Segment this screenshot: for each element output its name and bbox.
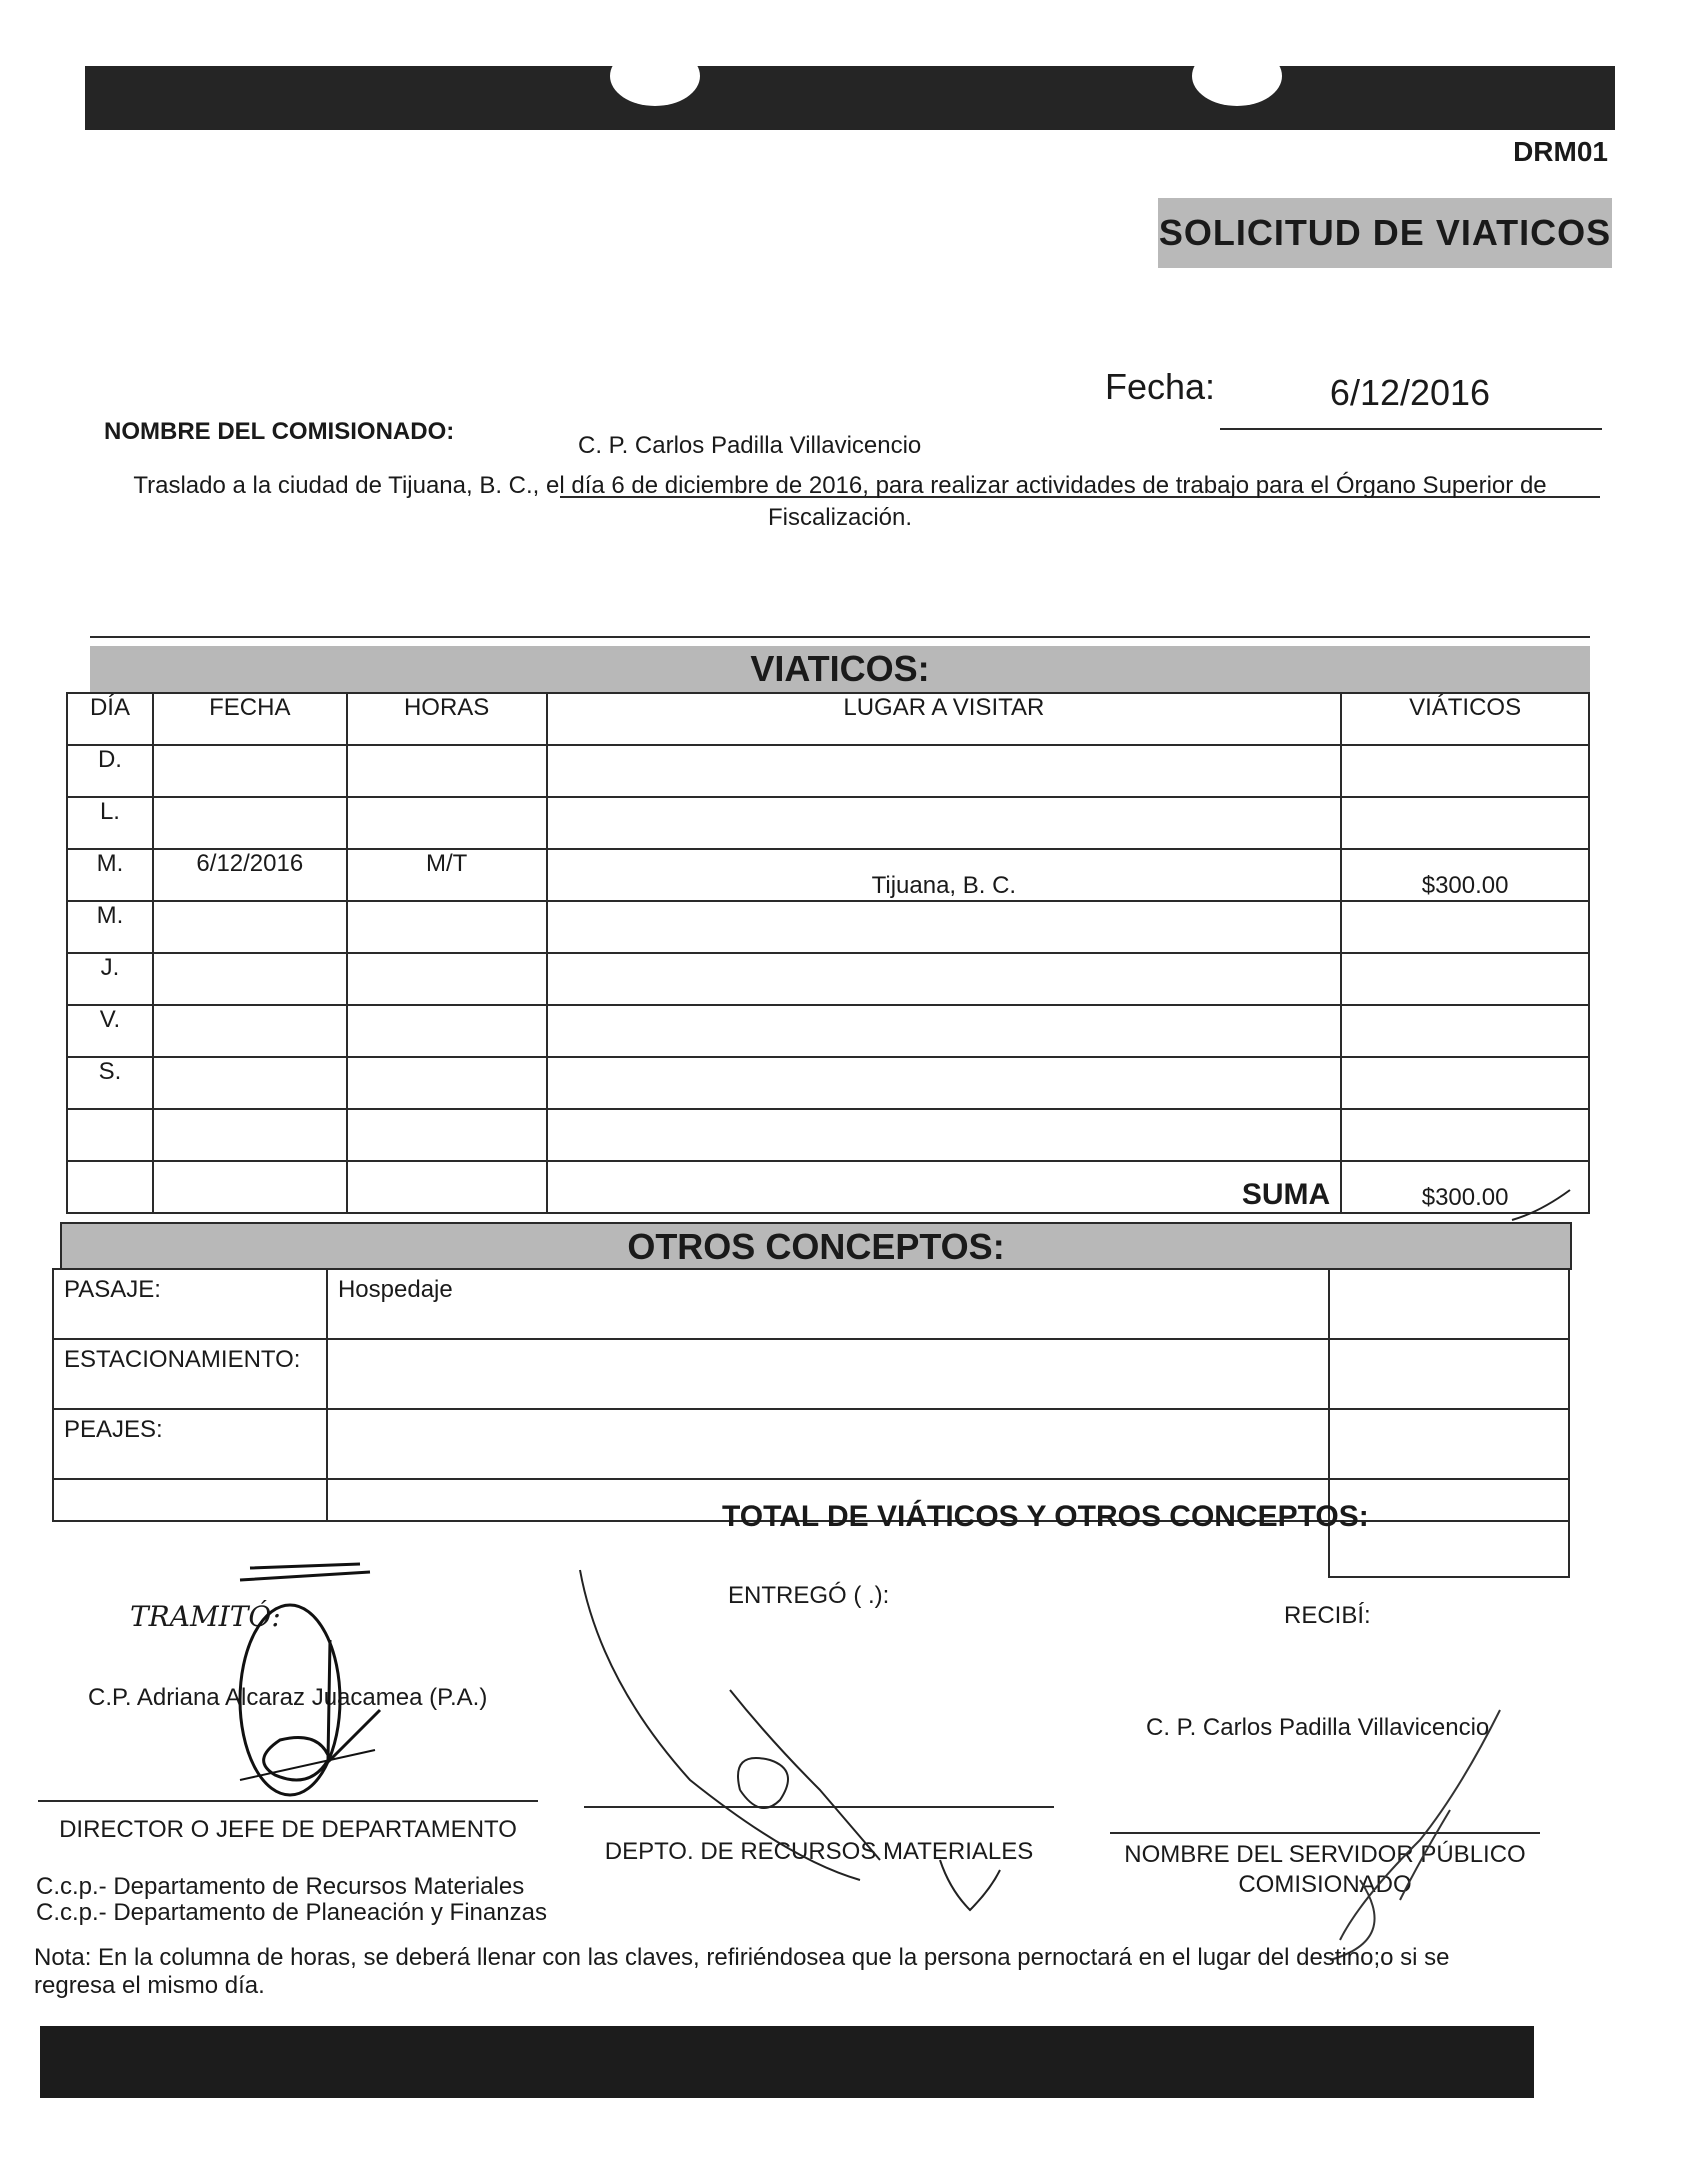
- comisionado-signer-name: C. P. Carlos Padilla Villavicencio: [1146, 1714, 1490, 1741]
- recibi-label: RECIBÍ:: [1284, 1602, 1371, 1629]
- fecha-cell: [153, 745, 347, 797]
- fecha-underline: [1220, 428, 1602, 430]
- viaticos-cell: $300.00: [1341, 849, 1589, 901]
- director-name: C.P. Adriana Alcaraz Juacamea (P.A.): [88, 1684, 488, 1711]
- comisionado-caption-line1: NOMBRE DEL SERVIDOR PÚBLICO: [1124, 1841, 1526, 1868]
- dia-cell: M.: [67, 901, 153, 953]
- ccp-item: C.c.p.- Departamento de Planeación y Finanzas: [36, 1899, 547, 1926]
- table-row: [67, 1005, 1589, 1057]
- viaticos-header-row: [67, 693, 1589, 745]
- fecha-label: Fecha:: [1105, 366, 1216, 407]
- estacionamiento-label: ESTACIONAMIENTO:: [53, 1339, 327, 1409]
- document-title: SOLICITUD DE VIATICOS: [1158, 198, 1612, 268]
- comisionado-signature: [1300, 1700, 1520, 1970]
- top-black-bar: [85, 66, 1615, 130]
- fecha-value: 6/12/2016: [1329, 372, 1491, 413]
- dia-cell: S.: [67, 1057, 153, 1109]
- horas-cell: [347, 1109, 547, 1161]
- viaticos-cell: [1341, 1005, 1589, 1057]
- header-lugar: LUGAR A VISITAR: [547, 693, 1342, 745]
- total-label: TOTAL DE VIÁTICOS Y OTROS CONCEPTOS:: [722, 1500, 1369, 1533]
- fecha-cell: [153, 1109, 347, 1161]
- fecha-cell: [153, 1057, 347, 1109]
- fecha-cell: 6/12/2016: [153, 849, 347, 901]
- table-row: [67, 953, 1589, 1005]
- entrego-label: ENTREGÓ ( .):: [728, 1582, 890, 1609]
- fecha-cell: [153, 1005, 347, 1057]
- table-row: [53, 1409, 1569, 1479]
- suma-spacer: [153, 1161, 347, 1213]
- peajes-value: [327, 1409, 1329, 1479]
- viaticos-cell: [1341, 1109, 1589, 1161]
- horas-cell: [347, 901, 547, 953]
- dia-cell: M.: [67, 849, 153, 901]
- lugar-cell: [547, 745, 1342, 797]
- table-row: [67, 745, 1589, 797]
- dia-cell: V.: [67, 1005, 153, 1057]
- document-code: DRM01: [1513, 136, 1608, 167]
- punch-hole-right: [1192, 46, 1282, 106]
- depto-caption: DEPTO. DE RECURSOS MATERIALES: [604, 1838, 1034, 1865]
- dia-cell: J.: [67, 953, 153, 1005]
- dia-cell: D.: [67, 745, 153, 797]
- lugar-cell: [547, 1057, 1342, 1109]
- viaticos-cell: [1341, 1057, 1589, 1109]
- table-row: [67, 1109, 1589, 1161]
- horas-cell: [347, 1057, 547, 1109]
- horas-cell: M/T: [347, 849, 547, 901]
- viaticos-table: [66, 692, 1590, 1214]
- pasaje-value: Hospedaje: [327, 1269, 1329, 1339]
- trip-description: Traslado a la ciudad de Tijuana, B. C., el día 6 de diciembre de 2016, para realizar actividades de trabajo para el Órgano Superior de Fiscalización.: [133, 472, 1547, 531]
- director-signature: [180, 1560, 400, 1820]
- estacionamiento-amount: [1329, 1339, 1569, 1409]
- table-row: [53, 1339, 1569, 1409]
- peajes-amount: [1329, 1409, 1569, 1479]
- horas-cell: [347, 797, 547, 849]
- lugar-cell: [547, 1109, 1342, 1161]
- lugar-cell: [547, 953, 1342, 1005]
- header-dia: DÍA: [67, 693, 153, 745]
- dia-cell: L.: [67, 797, 153, 849]
- viaticos-cell: [1341, 745, 1589, 797]
- punch-hole-left: [610, 46, 700, 106]
- header-fecha: FECHA: [153, 693, 347, 745]
- ccp-list: [36, 1874, 547, 1926]
- horas-cell: [347, 1005, 547, 1057]
- otros-title: OTROS CONCEPTOS:: [627, 1226, 1005, 1267]
- table-row: [67, 797, 1589, 849]
- comisionado-label: NOMBRE DEL COMISIONADO:: [104, 418, 455, 445]
- viaticos-cell: [1341, 953, 1589, 1005]
- horas-cell: [347, 953, 547, 1005]
- table-row: [67, 849, 1589, 901]
- comisionado-value: C. P. Carlos Padilla Villavicencio: [578, 432, 922, 459]
- suma-row: [67, 1161, 1589, 1213]
- suma-spacer: [347, 1161, 547, 1213]
- lugar-cell: [547, 901, 1342, 953]
- comisionado-caption-line2: COMISIONADO: [1238, 1871, 1412, 1898]
- depto-signature: [560, 1560, 1040, 1940]
- viaticos-cell: [1341, 797, 1589, 849]
- bottom-black-bar: [40, 2026, 1534, 2098]
- peajes-label: PEAJES:: [53, 1409, 327, 1479]
- horas-cell: [347, 745, 547, 797]
- otros-band: [60, 1222, 1572, 1270]
- viaticos-cell: [1341, 901, 1589, 953]
- suma-value: $300.00: [1341, 1161, 1589, 1213]
- table-row: [53, 1269, 1569, 1339]
- lugar-cell: [547, 1005, 1342, 1057]
- lugar-cell: Tijuana, B. C.: [547, 849, 1342, 901]
- fecha-cell: [153, 797, 347, 849]
- pasaje-amount: [1329, 1269, 1569, 1339]
- director-caption: DIRECTOR O JEFE DE DEPARTAMENTO: [59, 1816, 517, 1843]
- pasaje-label: PASAJE:: [53, 1269, 327, 1339]
- viaticos-title: VIATICOS:: [750, 648, 930, 689]
- table-row: [67, 901, 1589, 953]
- extra-label: [53, 1479, 327, 1521]
- nota-text: Nota: En la columna de horas, se deberá llenar con las claves, refiriéndosea que la persona pernoctará en el lugar del destino;o si se regresa el mismo día.: [34, 1944, 1450, 1999]
- suma-check-mark: [1510, 1186, 1580, 1226]
- dia-cell: [67, 1109, 153, 1161]
- ccp-item: C.c.p.- Departamento de Recursos Materiales: [36, 1873, 525, 1900]
- header-horas: HORAS: [347, 693, 547, 745]
- tramito-label: TRAMITÓ:: [130, 1600, 281, 1633]
- fecha-cell: [153, 901, 347, 953]
- viaticos-band: [90, 646, 1590, 692]
- suma-label: SUMA: [547, 1161, 1342, 1213]
- suma-spacer: [67, 1161, 153, 1213]
- header-viaticos: VIÁTICOS: [1341, 693, 1589, 745]
- lugar-cell: [547, 797, 1342, 849]
- table-row: [67, 1057, 1589, 1109]
- section-rule: [90, 636, 1590, 638]
- fecha-cell: [153, 953, 347, 1005]
- estacionamiento-value: [327, 1339, 1329, 1409]
